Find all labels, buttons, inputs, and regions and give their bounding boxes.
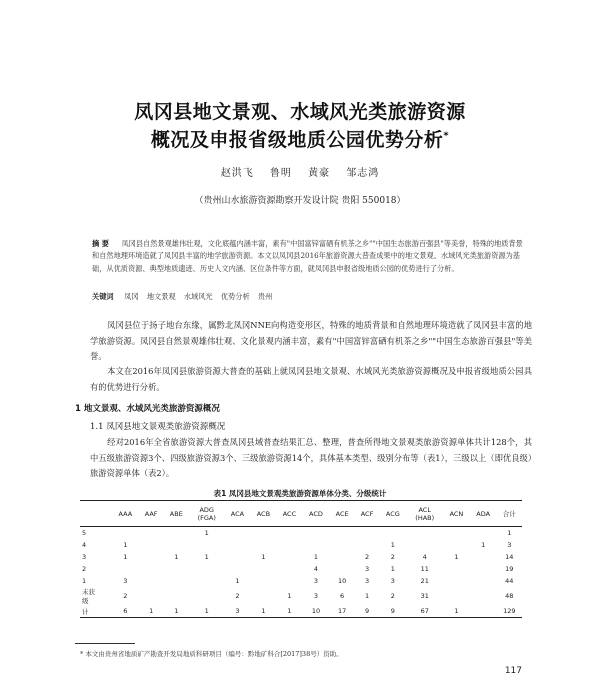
- keywords-text: 凤冈 地文景观 水域风光 优势分析 贵州: [124, 292, 273, 301]
- table-row: [80, 563, 522, 575]
- statistics-table: [80, 500, 522, 618]
- table-cell: [470, 575, 497, 587]
- table-cell: [276, 575, 302, 587]
- section-paragraph: 经对2016年全省旅游资源大普查凤冈县域普查结果汇总、整理，普查所得地文景观类旅游资源单体共计128个，其中五级旅游资源3个、四级旅游资源3个、三级旅游资源14个，具体基本类型、级别分布等（表1），三级以上（即优良级）旅游资源单体（表2）。: [90, 437, 532, 479]
- keywords-label: 关键词: [92, 292, 114, 301]
- subsection-heading: 1.1 凤冈县地文景观类旅游资源概况: [90, 422, 226, 432]
- table-cell: [250, 539, 276, 551]
- header-cell: AAF: [139, 501, 164, 527]
- table-cell: [139, 551, 164, 563]
- table-cell: [164, 563, 189, 575]
- table-cell: 10: [337, 577, 347, 585]
- table-cell: [470, 587, 497, 605]
- table-cell: 1: [123, 553, 128, 561]
- table-cell: 10: [302, 605, 329, 618]
- table-row: [80, 575, 522, 587]
- table-cell: 11: [420, 565, 429, 573]
- table-cell: [139, 587, 164, 605]
- table-cell: [112, 563, 139, 575]
- abstract: [92, 238, 524, 275]
- abstract-label: 摘 要: [92, 239, 109, 248]
- table-cell: 1: [507, 529, 512, 537]
- header-cell: ACE: [330, 501, 355, 527]
- table-cell: [330, 563, 355, 575]
- table-cell: 2: [364, 553, 370, 561]
- table-cell: 3: [364, 565, 370, 573]
- table-cell: 1: [454, 553, 459, 561]
- table-cell: 3: [313, 592, 319, 600]
- header-cell: ACN: [443, 501, 470, 527]
- table-cell: [276, 539, 302, 551]
- table-cell: 1: [250, 605, 276, 618]
- page-number: 117: [504, 666, 522, 676]
- table-cell: [189, 587, 225, 605]
- table-cell: 21: [420, 577, 429, 585]
- table-cell: [276, 527, 302, 540]
- table-cell: [330, 551, 355, 563]
- table-cell: 3: [507, 541, 512, 549]
- table-cell: 1: [261, 553, 266, 561]
- table-row: [80, 605, 522, 618]
- table-cell: [250, 527, 276, 540]
- table-row: [80, 551, 522, 563]
- table-cell: [276, 551, 302, 563]
- table-cell: 1: [390, 541, 395, 549]
- table-cell: [302, 539, 329, 551]
- header-cell: ADA: [470, 501, 497, 527]
- table-cell: [112, 527, 139, 540]
- table-cell: 2: [390, 592, 395, 600]
- table-cell: [189, 575, 225, 587]
- table-cell: 1: [139, 605, 164, 618]
- table-cell: 2: [82, 565, 87, 573]
- table-cell: [225, 527, 251, 540]
- footnote-rule: [75, 643, 135, 644]
- table-cell: [443, 575, 470, 587]
- table-cell: [139, 563, 164, 575]
- intro-paragraph-2: 本文在2016年凤冈县旅游资源大普查的基础上就凤冈县地文景观、水域风光类旅游资源概况及申报省级地质公园具有的优势进行分析。: [90, 366, 532, 392]
- table-cell: [250, 575, 276, 587]
- table-cell: 4: [422, 553, 427, 561]
- table-row: [80, 527, 522, 540]
- table-cell: [330, 527, 355, 540]
- table-cell: [443, 539, 470, 551]
- table-cell: 1: [174, 553, 179, 561]
- paper-title-line1: 凤冈县地文景观、水域风光类旅游资源: [134, 101, 466, 123]
- table-cell: [355, 527, 380, 540]
- header-cell: 合计: [497, 501, 522, 527]
- table-cell: 1: [313, 553, 319, 561]
- table-row: [80, 539, 522, 551]
- table-cell: [225, 563, 251, 575]
- authors: 赵洪飞 鲁明 黄豪 邹志鸿: [220, 168, 380, 179]
- table-cell: 1: [189, 605, 225, 618]
- table-cell: 1: [204, 529, 209, 537]
- table-cell: [164, 539, 189, 551]
- table-cell: 3: [82, 553, 87, 561]
- table-caption: 表1 凤冈县地文景观类旅游资源单体分类、分级统计: [213, 489, 387, 498]
- table-cell: 9: [379, 605, 406, 618]
- table-cell: [276, 563, 302, 575]
- table-cell: [189, 563, 225, 575]
- table-cell: 31: [420, 592, 429, 600]
- table-cell: 1: [164, 605, 189, 618]
- header-cell: ACA: [225, 501, 251, 527]
- table-cell: 1: [364, 592, 370, 600]
- header-cell: ACC: [276, 501, 302, 527]
- header-cell: ACG: [379, 501, 406, 527]
- footnote: * 本文由贵州省地质矿产勘查开发局地质科研项目（编号：黔地矿科合[2017]38号）资助。: [80, 650, 343, 658]
- affiliation: （贵州山水旅游资源勘察开发设计院 贵阳 550018）: [194, 196, 406, 206]
- table-cell: 5: [82, 529, 87, 537]
- table-cell: [406, 527, 443, 540]
- header-cell: ADG (FGA): [189, 501, 225, 527]
- table-cell: 3: [225, 605, 251, 618]
- title-note-mark: *: [443, 130, 450, 142]
- table-cell: 1: [276, 605, 302, 618]
- table-cell: 19: [505, 565, 514, 573]
- table-cell: [470, 527, 497, 540]
- table-cell: 3: [390, 577, 395, 585]
- table-cell: [470, 551, 497, 563]
- table-cell: [470, 563, 497, 575]
- table-cell: [443, 563, 470, 575]
- table-cell: [189, 539, 225, 551]
- table-cell: 3: [313, 577, 319, 585]
- table-cell: [379, 527, 406, 540]
- keywords: [92, 292, 272, 302]
- header-cell: ABE: [164, 501, 189, 527]
- header-cell: AAA: [112, 501, 139, 527]
- header-cell: ACB: [250, 501, 276, 527]
- table-cell: [250, 563, 276, 575]
- table-cell: 1: [123, 541, 128, 549]
- table-cell: 1: [204, 553, 209, 561]
- table-cell: 4: [82, 541, 87, 549]
- table-cell: 17: [330, 605, 355, 618]
- abstract-text: 凤冈县自然景观雄伟壮观，文化底蕴内涵丰富，素有"中国富锌富硒有机茶之乡""中国生态旅游百强县"等美誉，特殊的地质背景和自然地理环境造就了凤冈县丰富的地学旅游资源。本文以凤冈县2016年旅游资源大普查成果中的地文景观、水域风光类旅游资源为基础，从优质资源、典型地质遗迹、历史人文内涵、区位条件等方面，就凤冈县申报省级地质公园的优势进行了分析。: [92, 239, 523, 273]
- table-cell: 4: [313, 565, 319, 573]
- table-cell: [164, 587, 189, 605]
- header-cell: ACF: [355, 501, 380, 527]
- table-cell: 44: [505, 577, 514, 585]
- table-cell: 1: [235, 577, 240, 585]
- table-cell: 2: [123, 592, 128, 600]
- table-cell: 129: [497, 605, 522, 618]
- table-cell: [355, 539, 380, 551]
- table-row: [80, 587, 522, 605]
- table-cell: [139, 575, 164, 587]
- table-cell: 2: [235, 592, 240, 600]
- table-cell: 1: [287, 592, 292, 600]
- table-cell: [406, 539, 443, 551]
- table-cell: 67: [406, 605, 443, 618]
- intro-paragraph-1: 凤冈县位于扬子地台东缘，属黔北凤冈NNE向构造变形区，特殊的地质背景和自然地理环境造就了凤冈县丰富的地学旅游资源。凤冈县自然景观雄伟壮观、文化景观内涵丰富，素有"中国富锌富硒有机茶之乡""中国生态旅游百强县"等美誉。: [90, 320, 532, 362]
- table-cell: [225, 551, 251, 563]
- table-cell: 1: [443, 605, 470, 618]
- table-cell: 3: [364, 577, 370, 585]
- table-cell: [443, 587, 470, 605]
- table-cell: 14: [505, 553, 514, 561]
- table-cell: [470, 605, 497, 618]
- table-cell: 2: [390, 553, 395, 561]
- table-cell: 1: [82, 577, 87, 585]
- table-cell: 6: [112, 605, 139, 618]
- table-cell: [250, 587, 276, 605]
- table-cell: 计: [80, 605, 112, 618]
- table-cell: 9: [355, 605, 380, 618]
- table-cell: [164, 575, 189, 587]
- section-heading: 1 地文景观、水域风光类旅游资源概况: [75, 404, 220, 414]
- table-cell: 未获 级: [82, 588, 95, 605]
- table-cell: [139, 539, 164, 551]
- table-cell: 3: [123, 577, 128, 585]
- table-header-row: [80, 501, 522, 527]
- paper-title-line2: 概况及申报省级地质公园优势分析*: [150, 129, 450, 151]
- header-cell: ACD: [302, 501, 329, 527]
- table-cell: 1: [390, 565, 395, 573]
- table-cell: [164, 527, 189, 540]
- table-cell: [225, 539, 251, 551]
- table-cell: [443, 527, 470, 540]
- table-cell: 48: [505, 592, 514, 600]
- header-cell: [80, 501, 112, 527]
- table-cell: 1: [481, 541, 486, 549]
- table-cell: [139, 527, 164, 540]
- table-cell: 6: [340, 592, 345, 600]
- table-cell: [330, 539, 355, 551]
- table-cell: [302, 527, 329, 540]
- header-cell: ACL (HAB): [406, 501, 443, 527]
